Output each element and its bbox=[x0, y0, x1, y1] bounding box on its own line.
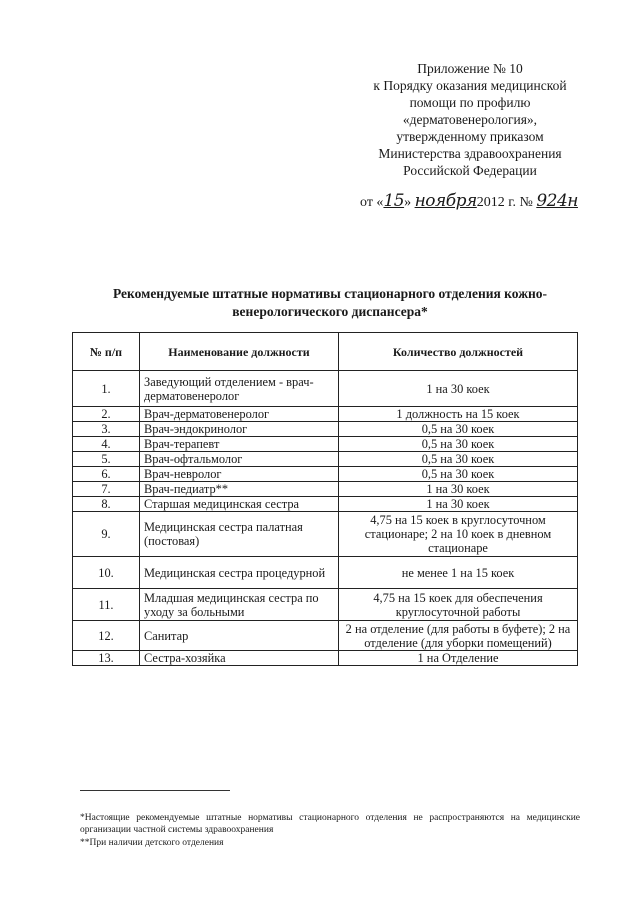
appendix-line: Приложение № 10 bbox=[417, 61, 523, 76]
row-quantity: 4,75 на 15 коек в круглосуточном стационаре; 2 на 10 коек в дневном стационаре bbox=[339, 512, 578, 557]
row-number: 3. bbox=[73, 422, 140, 437]
row-quantity: 0,5 на 30 коек bbox=[339, 467, 578, 482]
order-mid: » bbox=[404, 195, 412, 210]
row-quantity: 1 на 30 коек bbox=[339, 482, 578, 497]
appendix-line: Министерства здравоохранения bbox=[378, 146, 562, 161]
row-position: Младшая медицинская сестра по уходу за больными bbox=[140, 589, 339, 621]
order-number: 924н bbox=[536, 191, 578, 211]
table-row bbox=[73, 497, 578, 512]
row-number: 11. bbox=[73, 589, 140, 621]
order-month: ноября bbox=[414, 191, 477, 211]
footnote-divider bbox=[80, 790, 230, 791]
order-date-number bbox=[360, 191, 620, 211]
row-position: Врач-офтальмолог bbox=[140, 452, 339, 467]
row-number: 12. bbox=[73, 621, 140, 651]
appendix-line: помощи по профилю bbox=[409, 95, 531, 110]
appendix-line: к Порядку оказания медицинской bbox=[373, 78, 567, 93]
document-title: Рекомендуемые штатные нормативы стационарного отделения кожно-венерологического диспансера* bbox=[112, 286, 548, 319]
table-row bbox=[73, 407, 578, 422]
footnotes bbox=[80, 812, 580, 850]
footnote: *Настоящие рекомендуемые штатные нормативы стационарного отделения не распространяются на медицинские организации частной системы здравоохранения bbox=[80, 813, 580, 835]
header-quantity: Количество должностей bbox=[339, 333, 578, 371]
row-number: 8. bbox=[73, 497, 140, 512]
row-number: 10. bbox=[73, 557, 140, 589]
table-row bbox=[73, 452, 578, 467]
row-position: Медицинская сестра палатная (постовая) bbox=[140, 512, 339, 557]
row-position: Врач-терапевт bbox=[140, 437, 339, 452]
row-position: Заведующий отделением - врач-дерматовенеролог bbox=[140, 371, 339, 407]
table-row bbox=[73, 621, 578, 651]
table-row bbox=[73, 467, 578, 482]
row-quantity: 1 должность на 15 коек bbox=[339, 407, 578, 422]
row-position: Санитар bbox=[140, 621, 339, 651]
row-position: Сестра-хозяйка bbox=[140, 651, 339, 666]
row-number: 1. bbox=[73, 371, 140, 407]
row-position: Врач-эндокринолог bbox=[140, 422, 339, 437]
row-quantity: не менее 1 на 15 коек bbox=[339, 557, 578, 589]
row-number: 2. bbox=[73, 407, 140, 422]
row-quantity: 0,5 на 30 коек bbox=[339, 437, 578, 452]
row-position: Медицинская сестра процедурной bbox=[140, 557, 339, 589]
order-year: 2012 г. № bbox=[476, 195, 533, 210]
header-num: № п/п bbox=[73, 333, 140, 371]
appendix-line: Российской Федерации bbox=[403, 163, 537, 178]
row-number: 7. bbox=[73, 482, 140, 497]
table-row bbox=[73, 651, 578, 666]
footnote: **При наличии детского отделения bbox=[80, 838, 224, 848]
row-position: Старшая медицинская сестра bbox=[140, 497, 339, 512]
table-row bbox=[73, 437, 578, 452]
table-body bbox=[73, 371, 578, 666]
table-row bbox=[73, 589, 578, 621]
row-number: 4. bbox=[73, 437, 140, 452]
staff-norms-table bbox=[72, 332, 578, 666]
table-header-row bbox=[73, 333, 578, 371]
row-quantity: 2 на отделение (для работы в буфете); 2 на отделение (для уборки помещений) bbox=[339, 621, 578, 651]
row-number: 6. bbox=[73, 467, 140, 482]
order-day: 15 bbox=[383, 191, 405, 211]
order-prefix: от « bbox=[360, 195, 384, 210]
row-position: Врач-педиатр** bbox=[140, 482, 339, 497]
row-quantity: 1 на 30 коек bbox=[339, 497, 578, 512]
header-position: Наименование должности bbox=[140, 333, 339, 371]
row-quantity: 4,75 на 15 коек для обеспечения круглосуточной работы bbox=[339, 589, 578, 621]
row-number: 9. bbox=[73, 512, 140, 557]
appendix-line: утвержденному приказом bbox=[396, 129, 544, 144]
row-quantity: 0,5 на 30 коек bbox=[339, 422, 578, 437]
appendix-line: «дерматовенерология», bbox=[402, 112, 538, 127]
row-quantity: 0,5 на 30 коек bbox=[339, 452, 578, 467]
row-position: Врач-невролог bbox=[140, 467, 339, 482]
table-row bbox=[73, 371, 578, 407]
row-quantity: 1 на Отделение bbox=[339, 651, 578, 666]
row-position: Врач-дерматовенеролог bbox=[140, 407, 339, 422]
table-row bbox=[73, 482, 578, 497]
table-row bbox=[73, 422, 578, 437]
row-number: 5. bbox=[73, 452, 140, 467]
row-number: 13. bbox=[73, 651, 140, 666]
appendix-header bbox=[340, 60, 600, 179]
row-quantity: 1 на 30 коек bbox=[339, 371, 578, 407]
table-row bbox=[73, 512, 578, 557]
table-row bbox=[73, 557, 578, 589]
